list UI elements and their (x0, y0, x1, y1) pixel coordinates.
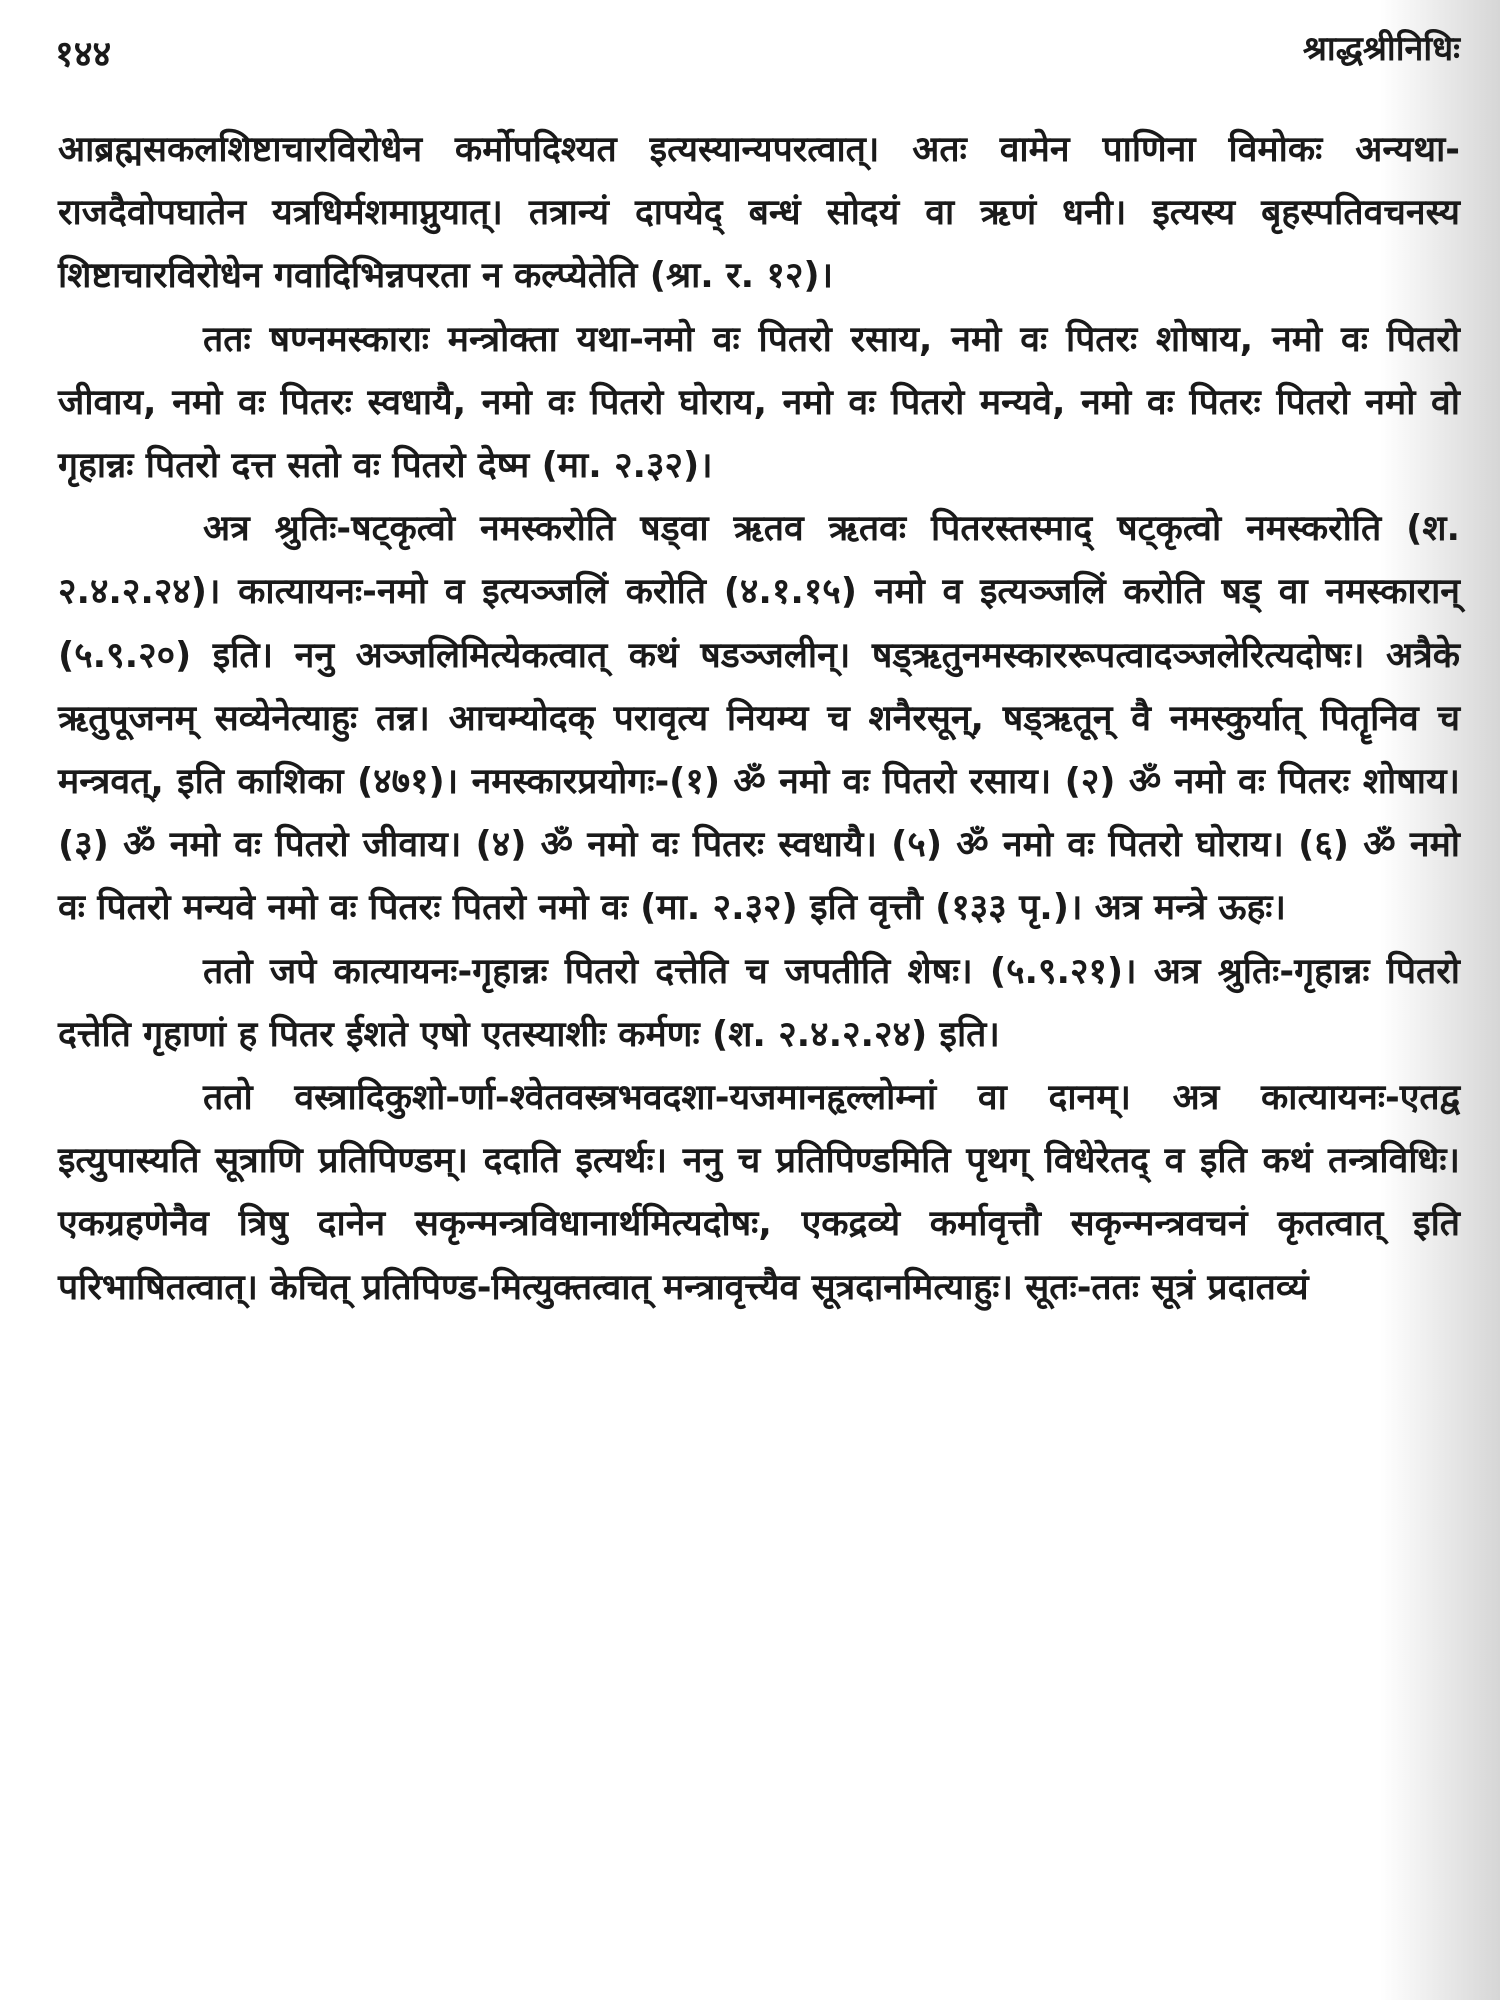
paragraph-4 (58, 940, 1460, 1066)
running-title: श्राद्धश्रीनिधिः (1302, 29, 1460, 69)
page-number: १४४ (55, 34, 112, 75)
paragraph-5-text: अत्र कात्यायनः-एतद्व इत्युपास्यति सूत्राणि प्रतिपिण्डम्। ददाति इत्यर्थः। ननु च प्रतिपिण्डमिति पृथग् विधेरेतद् व इति कथं तन्त्रविधिः। एकग्रहणेनैव त्रिषु दानेन सकृन्मन्त्रविधानार्थमित्यदोषः, एकद्रव्ये कर्मावृत्तौ सकृन्मन्त्रवचनं कृतत्वात् इति परिभाषितत्वात्। केचित् प्रतिपिण्ड-मित्युक्तत्वात् मन्त्रावृत्त्यैव सूत्रदानमित्याहुः। सूतः-ततः सूत्रं प्रदातव्यं (58, 1077, 1461, 1308)
paragraph-5-heading: ततो वस्त्रादिकुशो-र्णा-श्वेतवस्त्रभवदशा-यजमानहृल्लोम्नां वा दानम्। (203, 1077, 1131, 1119)
paragraph-4-text: ततो जपे कात्यायनः-गृहान्नः पितरो दत्तेति च जपतीति शेषः। (५.९.२१)। अत्र श्रुतिः-गृहान्नः पितरो दत्तेति गृहाणां ह पितर ईशते एषो एतस्याशीः कर्मणः (श. २.४.२.२४) इति। (58, 950, 1460, 1055)
paragraph-1-text: आब्रह्मसकलशिष्टाचारविरोधेन कर्मोपदिश्यत इत्यस्यान्यपरत्वात्। अतः वामेन पाणिना विमोकः अन्यथा-राजदैवोपघातेन यत्रधिर्मशमाप्नुयात्। तत्रान्यं दापयेद् बन्धं सोदयं वा ऋणं धनी। इत्यस्य बृहस्पतिवचनस्य शिष्टाचारविरोधेन गवादिभिन्नपरता न कल्प्येतेति (श्रा. र. १२)। (58, 129, 1460, 297)
paragraph-5 (58, 1066, 1460, 1319)
paragraph-2-text: -नमो वः पितरो रसाय, नमो वः पितरः शोषाय, नमो वः पितरो जीवाय, नमो वः पितरः स्वधायै, नमो वः पितरो घोराय, नमो वः पितरो मन्यवे, नमो वः पितरः पितरो नमो वो गृहान्नः पितरो दत्त सतो वः पितरो देष्म (मा. २.३२)। (58, 318, 1460, 487)
paragraph-3-text: अत्र श्रुतिः-षट्कृत्वो नमस्करोति षड्वा ऋतव ऋतवः पितरस्तस्माद् षट्कृत्वो नमस्करोति (श. २.४.२.२४)। कात्यायनः-नमो व इत्यञ्जलिं करोति (४.१.१५) नमो व इत्यञ्जलिं करोति षड् वा नमस्कारान् (५.९.२०) इति। ननु अञ्जलिमित्येकत्वात् कथं षडञ्जलीन्। षड्ऋतुनमस्काररूपत्वादञ्जलेरित्यदोषः। अत्रैके ऋतुपूजनम् सव्येनेत्याहुः तन्न। आचम्योदक् परावृत्य नियम्य च शनैरसून्, षड्ऋतून् वै नमस्कुर्यात् पितॄनिव च मन्त्रवत्, इति काशिका (४७१)। नमस्कारप्रयोगः-(१) ॐ नमो वः पितरो रसाय। (२) ॐ नमो वः पितरः शोषाय। (३) ॐ नमो वः पितरो जीवाय। (४) ॐ नमो वः पितरः स्वधायै। (५) ॐ नमो वः पितरो घोराय। (६) ॐ नमो वः पितरो मन्यवे नमो वः पितरः पितरो नमो वः (मा. २.३२) इति वृत्तौ (१३३ पृ.)। अत्र मन्त्रे ऊहः। (58, 508, 1460, 929)
page-header (55, 22, 1460, 92)
paragraph-1 (58, 118, 1460, 308)
paragraph-3 (58, 497, 1460, 939)
page-body (58, 118, 1460, 1319)
paragraph-2-heading: ततः षण्नमस्काराः मन्त्रोक्ता यथा (203, 318, 630, 360)
paragraph-2 (58, 308, 1460, 498)
